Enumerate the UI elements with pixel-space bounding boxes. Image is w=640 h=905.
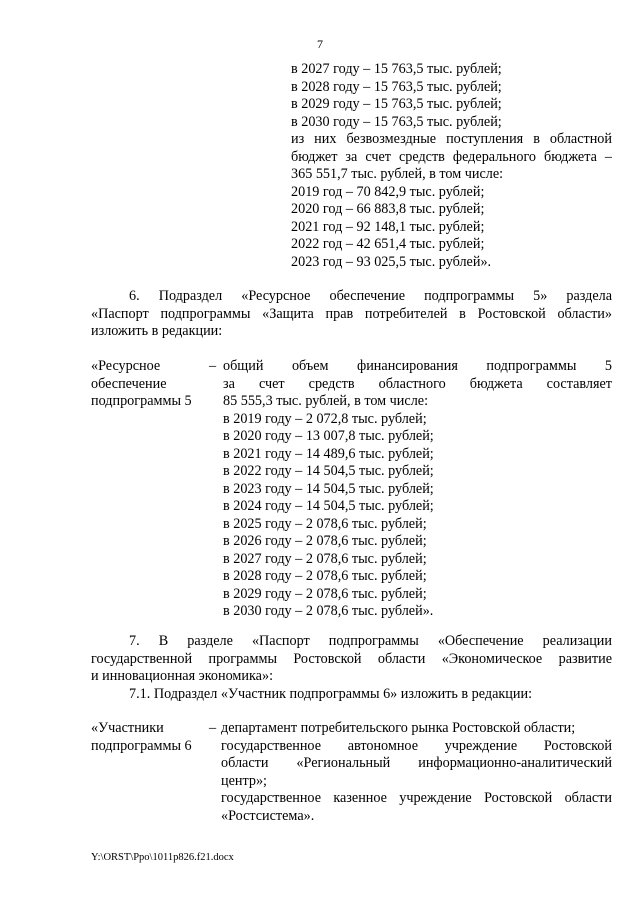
value-line: государственное автономное учреждение Ростовской: [221, 737, 612, 754]
participants-value: [221, 720, 612, 825]
text-line: 365 551,7 тыс. рублей, в том числе:: [291, 166, 504, 182]
section-6-paragraph: [91, 288, 612, 341]
text-line: государственной программы Ростовской области «Экономическое развитие: [91, 650, 612, 667]
text-line: 7. В разделе «Паспорт подпрограммы «Обеспечение реализации: [129, 633, 612, 649]
text-line: изложить в редакции:: [91, 323, 223, 339]
value-line: за счет средств областного бюджета составляет: [223, 375, 612, 392]
text-line: 7.1. Подраздел «Участник подпрограммы 6» изложить в редакции:: [129, 685, 533, 702]
value-line: области «Региональный информационно-аналитический: [221, 755, 612, 771]
page-number: 7: [317, 37, 323, 51]
value-line: в 2020 году – 13 007,8 тыс. рублей;: [223, 428, 434, 444]
label-line: подпрограммы 5: [91, 393, 192, 409]
value-line: в 2022 году – 14 504,5 тыс. рублей;: [223, 463, 434, 479]
value-line: в 2019 году – 2 072,8 тыс. рублей;: [223, 410, 427, 427]
text-line: из них безвозмездные поступления в областной: [291, 131, 612, 147]
text-line: в 2029 году – 15 763,5 тыс. рублей;: [291, 96, 502, 112]
value-line: государственное казенное учреждение Ростовской области: [221, 790, 612, 806]
text-line: и инновационная экономика»:: [91, 668, 274, 684]
text-line: в 2028 году – 15 763,5 тыс. рублей;: [291, 78, 502, 95]
resource-label: [91, 358, 209, 411]
value-line: в 2029 году – 2 078,6 тыс. рублей;: [223, 585, 427, 602]
text-line: в 2030 году – 15 763,5 тыс. рублей;: [291, 113, 502, 130]
value-line: «Ростсистема».: [221, 807, 315, 824]
footer-file-path: Y:\ORST\Ppo\1011p826.f21.docx: [91, 852, 234, 863]
text-line: 2019 год – 70 842,9 тыс. рублей;: [291, 183, 485, 200]
text-line: 2021 год – 92 148,1 тыс. рублей;: [291, 218, 485, 235]
label-line: «Ресурсное: [91, 358, 161, 374]
value-line: в 2024 году – 14 504,5 тыс. рублей;: [223, 498, 434, 514]
section-7-paragraph: [91, 633, 612, 703]
participants-label: [91, 720, 209, 755]
value-line: в 2021 году – 14 489,6 тыс. рублей;: [223, 445, 434, 462]
top-financing-block: [291, 61, 612, 271]
value-line: центр»;: [221, 772, 267, 789]
label-line: обеспечение: [91, 375, 167, 392]
value-line: департамент потребительского рынка Ростовской области;: [221, 720, 576, 736]
value-line: 85 555,3 тыс. рублей, в том числе:: [223, 393, 429, 409]
text-line: бюджет за счет средств федерального бюджета –: [291, 148, 612, 165]
text-line: 2020 год – 66 883,8 тыс. рублей;: [291, 201, 485, 217]
value-line: в 2023 году – 14 504,5 тыс. рублей;: [223, 480, 434, 497]
label-line: «Участники: [91, 720, 164, 736]
resource-provision-row: [91, 358, 612, 618]
text-line: 2022 год – 42 651,4 тыс. рублей;: [291, 236, 485, 252]
value-line: в 2030 году – 2 078,6 тыс. рублей».: [223, 603, 434, 619]
text-line: «Паспорт подпрограммы «Защита прав потребителей в Ростовской области»: [91, 305, 612, 322]
participants-row: [91, 720, 612, 830]
value-line: в 2027 году – 2 078,6 тыс. рублей;: [223, 550, 427, 567]
dash: –: [209, 720, 217, 736]
dash: –: [209, 358, 217, 374]
text-line: 2023 год – 93 025,5 тыс. рублей».: [291, 253, 492, 270]
label-line: подпрограммы 6: [91, 737, 192, 754]
value-line: общий объем финансирования подпрограммы 5: [223, 358, 612, 374]
value-line: в 2026 году – 2 078,6 тыс. рублей;: [223, 533, 427, 549]
resource-value: [223, 358, 612, 621]
text-line: 6. Подраздел «Ресурсное обеспечение подпрограммы 5» раздела: [129, 288, 612, 304]
text-line: в 2027 году – 15 763,5 тыс. рублей;: [291, 61, 502, 77]
value-line: в 2025 году – 2 078,6 тыс. рублей;: [223, 515, 427, 532]
value-line: в 2028 году – 2 078,6 тыс. рублей;: [223, 568, 427, 584]
